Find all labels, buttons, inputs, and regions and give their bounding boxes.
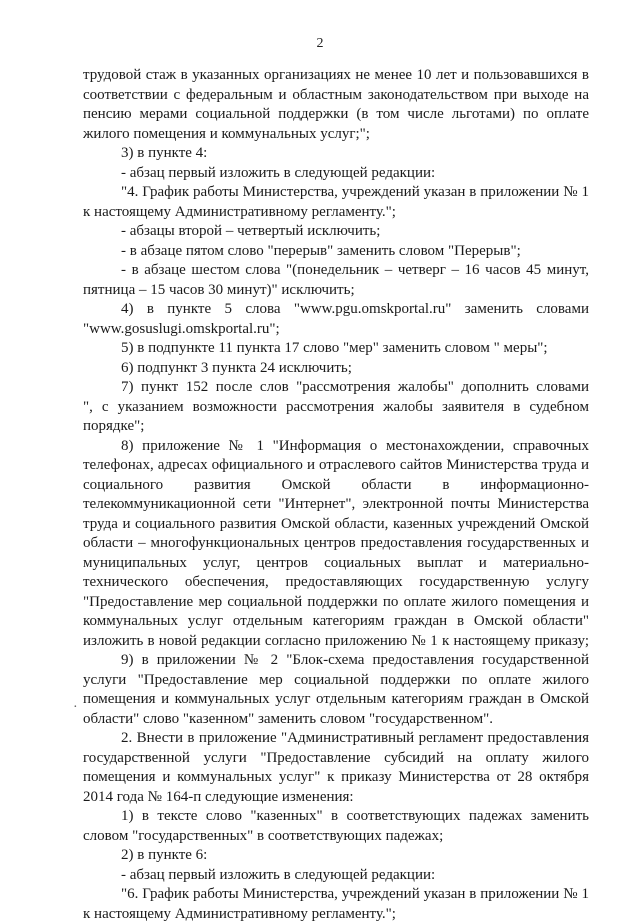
text-line: социального развития Омской области в информационно- (83, 476, 589, 496)
text-line: к настоящему Административному регламенту."; (83, 905, 589, 924)
text-line: 8) приложение № 1 "Информация о местонахождении, справочных (83, 437, 589, 457)
text-line: государственной услуги "Предоставление субсидий на оплату жилого (83, 749, 589, 769)
text-line: ", с указанием возможности рассмотрения жалобы заявителя в судебном (83, 398, 589, 418)
text-line: - абзацы второй – четвертый исключить; (83, 222, 589, 242)
text-line: труда и социального развития Омской области, казенных учреждений Омской (83, 515, 589, 535)
text-line: телекоммуникационной сети "Интернет", электронной почты Министерства (83, 495, 589, 515)
text-line: помещения и коммунальных услуг отдельным категориям граждан в Омской (83, 690, 589, 710)
text-line: "Предоставление мер социальной поддержки по оплате жилого помещения и (83, 593, 589, 613)
text-line: пенсию мерами социальной поддержки (в том числе льготами) по оплате (83, 105, 589, 125)
text-line: 2014 года № 164-п следующие изменения: (83, 788, 589, 808)
text-line: трудовой стаж в указанных организациях не менее 10 лет и пользовавшихся в (83, 66, 589, 86)
text-line: 1) в тексте слово "казенных" в соответствующих падежах заменить (83, 807, 589, 827)
text-line: области" слово "казенном" заменить словом "государственном". (83, 710, 589, 730)
text-line: - в абзаце шестом слова "(понедельник – четверг – 16 часов 45 минут, (83, 261, 589, 281)
text-line: "4. График работы Министерства, учреждений указан в приложении № 1 (83, 183, 589, 203)
text-line: услуги "Предоставление мер социальной поддержки по оплате жилого (83, 671, 589, 691)
text-line: "6. График работы Министерства, учреждений указан в приложении № 1 (83, 885, 589, 905)
text-line: помещения и коммунальных услуг" к приказу Министерства от 28 октября (83, 768, 589, 788)
text-line: 2. Внести в приложение "Административный регламент предоставления (83, 729, 589, 749)
text-line: порядке"; (83, 417, 589, 437)
text-line: области – многофункциональных центров предоставления государственных и (83, 534, 589, 554)
text-line: 7) пункт 152 после слов "рассмотрения жалобы" дополнить словами (83, 378, 589, 398)
text-line: телефонах, адресах официального и отраслевого сайтов Министерства труда и (83, 456, 589, 476)
text-line: 9) в приложении № 2 "Блок-схема предоставления государственной (83, 651, 589, 671)
document-body (83, 66, 589, 924)
text-line: технического обеспечения, предоставляющих государственную услугу (83, 573, 589, 593)
text-line: соответствии с федеральным и областным законодательством при выходе на (83, 86, 589, 106)
text-line: к настоящему Административному регламенту."; (83, 203, 589, 223)
text-line: пятница – 15 часов 30 минут)" исключить; (83, 281, 589, 301)
margin-mark: · (73, 700, 78, 716)
page-number: 2 (0, 36, 640, 52)
text-line: словом "государственных" в соответствующих падежах; (83, 827, 589, 847)
text-line: 3) в пункте 4: (83, 144, 589, 164)
text-line: жилого помещения и коммунальных услуг;"; (83, 125, 589, 145)
text-line: изложить в новой редакции согласно приложению № 1 к настоящему приказу; (83, 632, 589, 652)
text-line: коммунальных услуг отдельным категориям граждан в Омской области" (83, 612, 589, 632)
text-line: - абзац первый изложить в следующей редакции: (83, 164, 589, 184)
text-line: - абзац первый изложить в следующей редакции: (83, 866, 589, 886)
text-line: 5) в подпункте 11 пункта 17 слово "мер" заменить словом " меры"; (83, 339, 589, 359)
text-line: 6) подпункт 3 пункта 24 исключить; (83, 359, 589, 379)
text-line: 2) в пункте 6: (83, 846, 589, 866)
text-line: муниципальных услуг, центров социальных выплат и материально- (83, 554, 589, 574)
text-line: - в абзаце пятом слово "перерыв" заменить словом "Перерыв"; (83, 242, 589, 262)
text-line: "www.gosuslugi.omskportal.ru"; (83, 320, 589, 340)
text-line: 4) в пункте 5 слова "www.pgu.omskportal.ru" заменить словами (83, 300, 589, 320)
